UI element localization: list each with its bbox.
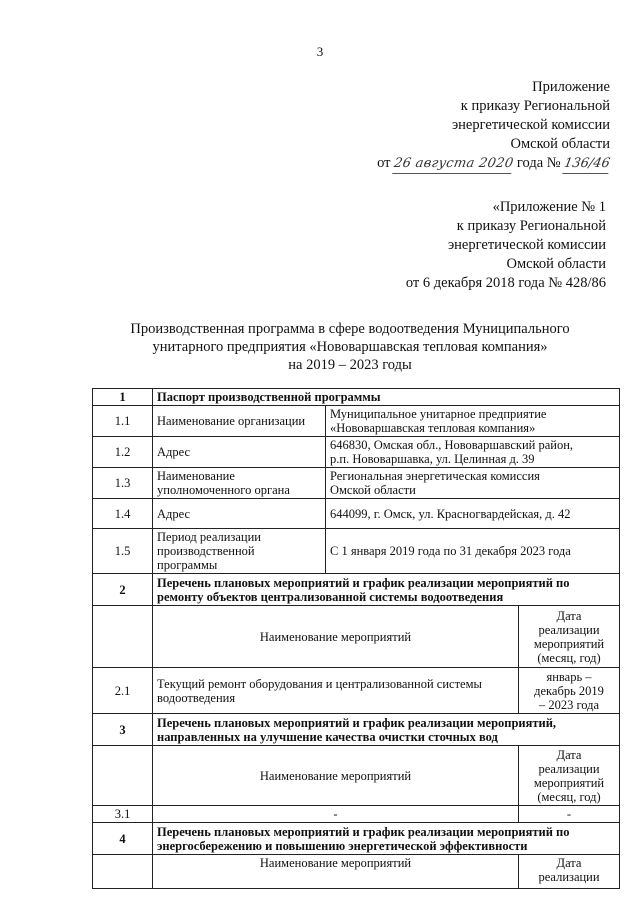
section-1-header bbox=[93, 389, 620, 406]
page-number: 3 bbox=[316, 44, 324, 59]
table-row: 1.3 Наименование уполномоченного органа Региональная энергетическая комиссия Омской области bbox=[93, 468, 620, 499]
section-number: 1 bbox=[93, 389, 153, 406]
section-title: Паспорт производственной программы bbox=[153, 389, 620, 406]
section-number: 2 bbox=[93, 574, 153, 606]
document-title: Производственная программа в сфере водоотведения Муниципального унитарного предприятия «Нововаршавская тепловая компания» на 2019 – 2023 годы bbox=[130, 321, 570, 373]
annex-title: Приложение bbox=[532, 79, 610, 95]
annex-header bbox=[377, 78, 610, 174]
table-row: 1.2 Адрес 646830, Омская обл., Нововаршавский район, р.п. Нововаршавка, ул. Целинная д. 39 bbox=[93, 437, 620, 468]
annex-line: энергетической комиссии bbox=[447, 237, 606, 253]
section-title: Перечень плановых мероприятий и график реализации мероприятий по энергосбережению и повышению энергетической эффективности bbox=[153, 823, 620, 855]
table-row: 1.1 Наименование организации Муниципальное унитарное предприятие «Нововаршавская тепловая компания» bbox=[93, 406, 620, 437]
table-header-row: Наименование мероприятий Дата реализации bbox=[93, 855, 620, 889]
annex-title: «Приложение № 1 bbox=[492, 199, 606, 215]
table-header-row: Наименование мероприятий Дата реализации мероприятий (месяц, год) bbox=[93, 746, 620, 806]
handwritten-date: 26 августа 2020 bbox=[392, 154, 515, 174]
annex-line: Омской области bbox=[506, 256, 606, 272]
handwritten-number: 136/46 bbox=[562, 154, 611, 174]
table-header-row: Наименование мероприятий Дата реализации мероприятий (месяц, год) bbox=[93, 606, 620, 668]
table-row: 1.4 Адрес 644099, г. Омск, ул. Красногвардейская, д. 42 bbox=[93, 499, 620, 529]
program-table bbox=[92, 388, 620, 889]
section-title: Перечень плановых мероприятий и график реализации мероприятий по ремонту объектов централизованной системы водоотведения bbox=[153, 574, 620, 606]
section-4-header bbox=[93, 823, 620, 855]
section-number: 4 bbox=[93, 823, 153, 855]
annex-line: от 6 декабря 2018 года № 428/86 bbox=[405, 275, 606, 291]
section-title: Перечень плановых мероприятий и график реализации мероприятий, направленных на улучшение качества очистки сточных вод bbox=[153, 714, 620, 746]
annex-date-line: от 26 августа 2020 года № 136/46 bbox=[377, 154, 610, 174]
annex-line: Омской области bbox=[510, 136, 610, 152]
annex-line: энергетической комиссии bbox=[451, 117, 610, 133]
annex-original-header bbox=[406, 198, 606, 293]
annex-line: к приказу Региональной bbox=[456, 218, 606, 234]
table-row: 3.1 - - bbox=[93, 806, 620, 823]
section-number: 3 bbox=[93, 714, 153, 746]
section-3-header bbox=[93, 714, 620, 746]
section-2-header bbox=[93, 574, 620, 606]
table-row: 2.1 Текущий ремонт оборудования и централизованной системы водоотведения январь – декабрь 2019 – 2023 года bbox=[93, 668, 620, 714]
annex-line: к приказу Региональной bbox=[460, 98, 610, 114]
table-row: 1.5 Период реализации производственной программы С 1 января 2019 года по 31 декабря 2023 года bbox=[93, 529, 620, 574]
